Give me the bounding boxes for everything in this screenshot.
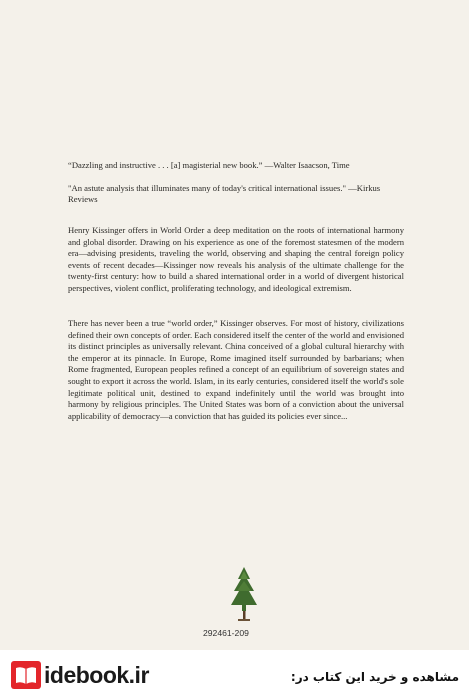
review-quote-kirkus: "An astute analysis that illuminates many of today's critical international issues." —Kirkus Reviews — [68, 183, 381, 204]
book-logo-icon — [10, 660, 42, 690]
site-logo-text[interactable]: idebook.ir — [44, 662, 149, 688]
review-quote-isaacson: “Dazzling and instructive . . . [a] magisterial new book.” —Walter Isaacson, Time — [68, 160, 350, 170]
barcode-number: 292461-209 — [203, 628, 249, 638]
store-banner[interactable] — [0, 650, 469, 700]
tree-emblem-icon — [228, 565, 260, 625]
description-paragraph-1: Henry Kissinger offers in World Order a deep meditation on the roots of international harmony and global disorder. Drawing on his experience as one of the foremost statesmen of the modern era—advising presidents, traveling the world, observing and shaping the central foreign policy events of recent decades—Kissinger now reveals his analysis of the ultimate challenge for the twenty-first century: how to build a shared international order in a world of divergent historical perspectives, violent conflict, proliferating technology, and ideological extremism. — [68, 225, 404, 293]
description-paragraph-2: There has never been a true “world order,” Kissinger observes. For most of history, civilizations defined their own concepts of order. Each considered itself the center of the world and envisioned its distinct principles as universally relevant. China conceived of a global cultural hierarchy with the emperor at its pinnacle. In Europe, Rome imagined itself surrounded by barbarians; when Rome fragmented, European peoples refined a concept of an equilibrium of sovereign states and sought to export it across the world. Islam, in its early centuries, considered itself the world's sole legitimate political unit, destined to expand indefinitely until the world was brought into harmony by religious principles. The United States was born of a conviction about the universal applicability of democracy—a conviction that has guided its policies ever since... — [68, 318, 404, 421]
banner-tagline: مشاهده و خرید این کتاب در: — [290, 670, 459, 684]
